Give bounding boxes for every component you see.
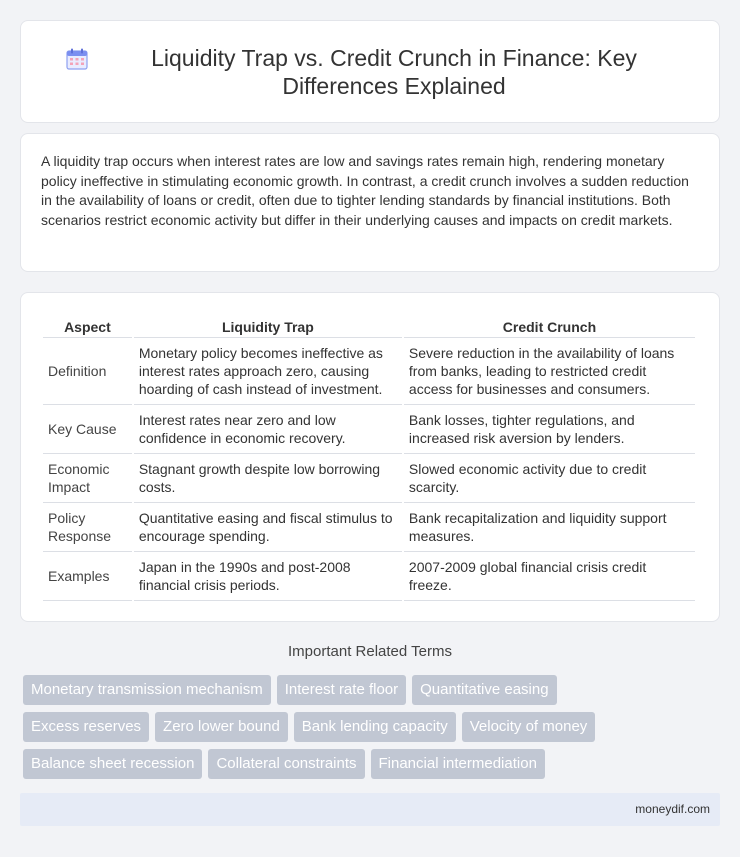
tag-row	[23, 712, 723, 742]
footer-site-label[interactable]: moneydif.com	[635, 802, 710, 816]
tag-balance-sheet-recession[interactable]: Balance sheet recession	[23, 749, 202, 779]
intro-card	[20, 133, 720, 272]
liquidity-trap-cell: Interest rates near zero and low confidence in economic recovery.	[134, 405, 402, 454]
tag-velocity-of-money[interactable]: Velocity of money	[462, 712, 596, 742]
credit-crunch-cell: Bank recapitalization and liquidity support measures.	[404, 503, 695, 552]
table-row	[43, 552, 695, 601]
tag-excess-reserves[interactable]: Excess reserves	[23, 712, 149, 742]
table-row	[43, 454, 695, 503]
credit-crunch-cell: Severe reduction in the availability of loans from banks, leading to restricted credit access for businesses and consumers.	[404, 338, 695, 405]
calendar-icon	[66, 48, 88, 70]
table-row	[43, 503, 695, 552]
tag-interest-rate-floor[interactable]: Interest rate floor	[277, 675, 406, 705]
aspect-cell: Key Cause	[43, 405, 132, 454]
header-aspect: Aspect	[43, 313, 132, 338]
liquidity-trap-cell: Quantitative easing and fiscal stimulus to encourage spending.	[134, 503, 402, 552]
footer	[20, 793, 720, 826]
tag-financial-intermediation[interactable]: Financial intermediation	[371, 749, 545, 779]
title-card	[20, 20, 720, 123]
tag-monetary-transmission-mechanism[interactable]: Monetary transmission mechanism	[23, 675, 271, 705]
comparison-table-card	[20, 292, 720, 622]
aspect-cell: Economic Impact	[43, 454, 132, 503]
credit-crunch-cell: Bank losses, tighter regulations, and increased risk aversion by lenders.	[404, 405, 695, 454]
tag-bank-lending-capacity[interactable]: Bank lending capacity	[294, 712, 456, 742]
liquidity-trap-cell: Monetary policy becomes ineffective as interest rates approach zero, causing hoarding of cash instead of investment.	[134, 338, 402, 405]
table-row	[43, 405, 695, 454]
credit-crunch-cell: 2007-2009 global financial crisis credit freeze.	[404, 552, 695, 601]
table-header-row	[43, 313, 695, 338]
intro-paragraph: A liquidity trap occurs when interest rates are low and savings rates remain high, rendering monetary policy ineffective in stimulating economic growth. In contrast, a credit crunch involves a sudden reduction in the availability of loans or credit, often due to tighter lending standards by financial institutions. Both scenarios restrict economic activity but differ in their underlying causes and impacts on credit markets.	[41, 153, 689, 228]
tag-zero-lower-bound[interactable]: Zero lower bound	[155, 712, 288, 742]
aspect-cell: Examples	[43, 552, 132, 601]
liquidity-trap-cell: Stagnant growth despite low borrowing costs.	[134, 454, 402, 503]
aspect-cell: Policy Response	[43, 503, 132, 552]
liquidity-trap-cell: Japan in the 1990s and post-2008 financial crisis periods.	[134, 552, 402, 601]
related-terms-heading: Important Related Terms	[288, 643, 452, 660]
credit-crunch-cell: Slowed economic activity due to credit scarcity.	[404, 454, 695, 503]
tag-row	[23, 749, 723, 779]
table-row	[43, 338, 695, 405]
header-liquidity-trap: Liquidity Trap	[134, 313, 402, 338]
related-terms-list	[23, 675, 723, 786]
tag-row	[23, 675, 723, 705]
aspect-cell: Definition	[43, 338, 132, 405]
tag-collateral-constraints[interactable]: Collateral constraints	[208, 749, 364, 779]
page-title: Liquidity Trap vs. Credit Crunch in Finance: Key Differences Explained	[151, 44, 637, 99]
comparison-table	[41, 313, 697, 601]
header-credit-crunch: Credit Crunch	[404, 313, 695, 338]
tag-quantitative-easing[interactable]: Quantitative easing	[412, 675, 556, 705]
